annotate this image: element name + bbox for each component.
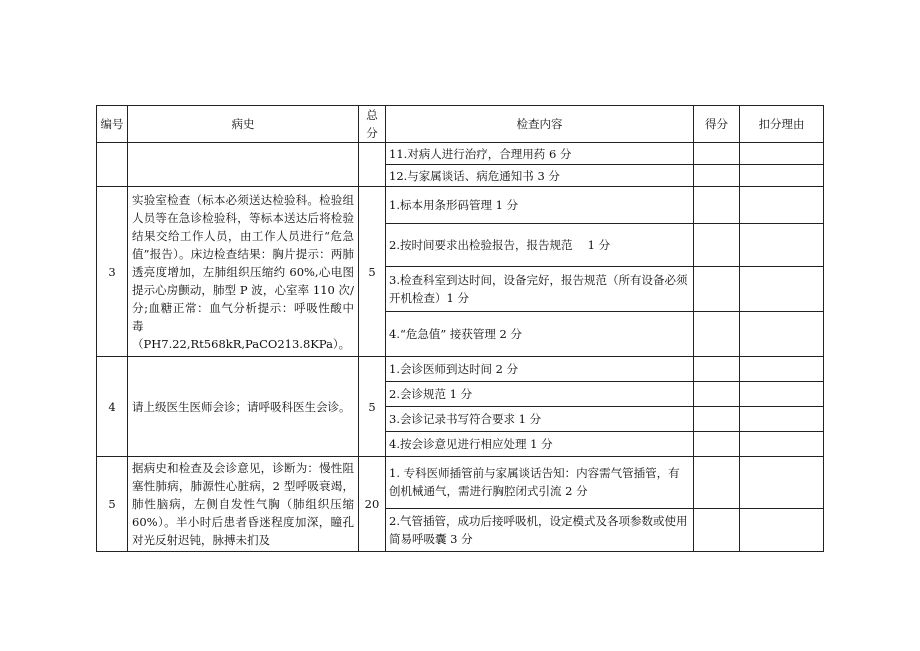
table-row bbox=[97, 357, 824, 382]
reason-cell[interactable] bbox=[740, 432, 824, 457]
reason-cell[interactable] bbox=[740, 457, 824, 509]
score-cell[interactable] bbox=[694, 224, 740, 267]
s4-history: 请上级医生医师会诊；请呼吸科医生会诊。 bbox=[128, 357, 359, 457]
score-cell[interactable] bbox=[694, 357, 740, 382]
s3-total: 5 bbox=[359, 187, 386, 357]
s4-item: 4.按会诊意见进行相应处理 1 分 bbox=[386, 432, 694, 457]
s3-history: 实验室检查（标本必须送达检验科。检验组人员等在急诊检验科，等标本送达后将检验结果交给工作人员，由工作人员进行“危急值”报告）。床边检查结果：胸片提示：两肺透亮度增加，左肺组织压缩约 60%,心电图提示心房颤动，肺型 P 波，心室率 110 次/分;血糖正常：血气分析提示：呼吸性酸中毒（PH7.22,Rt568kR,PaCO213.8KPa）。 bbox=[128, 187, 359, 357]
s4-item: 3.会诊记录书写符合要求 1 分 bbox=[386, 407, 694, 432]
reason-cell[interactable] bbox=[740, 357, 824, 382]
table-row bbox=[97, 187, 824, 224]
reason-cell[interactable] bbox=[740, 312, 824, 357]
header-history: 病史 bbox=[128, 106, 359, 143]
reason-cell[interactable] bbox=[740, 382, 824, 407]
score-cell[interactable] bbox=[694, 432, 740, 457]
s5-history-text: 据病史和检查及会诊意见，诊断为：慢性阻塞性肺病，肺源性心脏病，2 型呼吸衰竭，肺性脑病，左侧自发性气胸（肺组织压缩 60%）。半小时后患者昏迷程度加深，瞳孔对光反射迟钝，脉搏未扪及 bbox=[132, 461, 354, 547]
s4-total: 5 bbox=[359, 357, 386, 457]
cont-item: 11.对病人进行治疗，合理用药 6 分 bbox=[386, 143, 694, 165]
score-cell[interactable] bbox=[694, 267, 740, 312]
header-row bbox=[97, 106, 824, 143]
score-cell[interactable] bbox=[694, 143, 740, 165]
s4-item: 1.会诊医师到达时间 2 分 bbox=[386, 357, 694, 382]
s3-item: 1.标本用条形码管理 1 分 bbox=[386, 187, 694, 224]
score-cell[interactable] bbox=[694, 165, 740, 187]
header-score: 得分 bbox=[694, 106, 740, 143]
header-no: 编号 bbox=[97, 106, 128, 143]
cont-total-cell bbox=[359, 143, 386, 187]
s5-no: 5 bbox=[97, 457, 128, 552]
cont-item: 12.与家属谈话、病危通知书 3 分 bbox=[386, 165, 694, 187]
s3-item: 3.检查科室到达时间，设备完好，报告规范（所有设备必须开机检查）1 分 bbox=[386, 267, 694, 312]
s3-item: 2.按时间要求出检验报告，报告规范 1 分 bbox=[386, 224, 694, 267]
cont-no-cell bbox=[97, 143, 128, 187]
table-row bbox=[97, 143, 824, 165]
score-cell[interactable] bbox=[694, 382, 740, 407]
cont-history-cell bbox=[128, 143, 359, 187]
s5-item: 1. 专科医师插管前与家属谈话告知：内容需气管插管，有创机械通气，需进行胸腔闭式引流 2 分 bbox=[386, 457, 694, 509]
header-total: 总分 bbox=[359, 106, 386, 143]
s3-item: 4.“危急值” 接获管理 2 分 bbox=[386, 312, 694, 357]
score-cell[interactable] bbox=[694, 187, 740, 224]
table-row bbox=[97, 457, 824, 509]
header-reason: 扣分理由 bbox=[740, 106, 824, 143]
s3-no: 3 bbox=[97, 187, 128, 357]
score-cell[interactable] bbox=[694, 312, 740, 357]
s5-history bbox=[128, 457, 359, 552]
header-content: 检查内容 bbox=[386, 106, 694, 143]
score-cell[interactable] bbox=[694, 508, 740, 551]
reason-cell[interactable] bbox=[740, 267, 824, 312]
s4-item: 2.会诊规范 1 分 bbox=[386, 382, 694, 407]
score-cell[interactable] bbox=[694, 407, 740, 432]
reason-cell[interactable] bbox=[740, 407, 824, 432]
exam-scoring-table bbox=[96, 105, 824, 552]
reason-cell[interactable] bbox=[740, 224, 824, 267]
reason-cell[interactable] bbox=[740, 508, 824, 551]
score-cell[interactable] bbox=[694, 457, 740, 509]
s4-no: 4 bbox=[97, 357, 128, 457]
reason-cell[interactable] bbox=[740, 187, 824, 224]
s5-total: 20 bbox=[359, 457, 386, 552]
reason-cell[interactable] bbox=[740, 143, 824, 165]
s5-item: 2.气管插管，成功后接呼吸机，设定模式及各项参数或使用简易呼吸囊 3 分 bbox=[386, 508, 694, 551]
reason-cell[interactable] bbox=[740, 165, 824, 187]
